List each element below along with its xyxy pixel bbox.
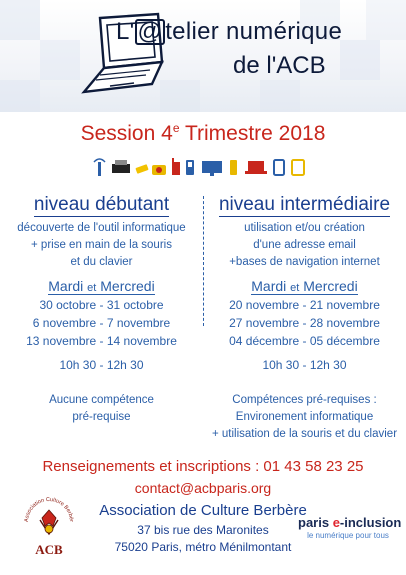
intermediate-hours: 10h 30 - 12h 30: [262, 358, 347, 372]
intermediate-days: Mardi et Mercredi: [251, 278, 358, 294]
beginner-days: Mardi et Mercredi: [48, 278, 155, 294]
paris-e-inclusion-logo: [298, 515, 402, 540]
beginner-column: [0, 194, 203, 434]
router-icon: [172, 158, 180, 175]
contact-phone-line: Renseignements et inscriptions : 01 43 58 23 25: [42, 458, 364, 475]
camera-icon: [152, 165, 166, 175]
tablet-icon: [274, 160, 284, 175]
mp3-player-icon: [186, 160, 194, 175]
intermediate-dates: 20 novembre - 21 novembre 27 novembre - 28 novembre 04 décembre - 05 décembre: [229, 298, 380, 348]
pei-logo-tagline: le numérique pour tous: [307, 531, 389, 540]
beginner-requirements: Aucune compétence pré-requise: [49, 394, 154, 423]
title-line-1: L' @ telier numérique: [116, 18, 343, 45]
association-name: Association de Culture Berbère: [99, 502, 307, 519]
intermediate-title: niveau intermédiaire: [218, 194, 391, 215]
device-icons-row: [92, 156, 312, 178]
intermediate-description: utilisation et/ou création d'une adresse email +bases de navigation internet: [229, 222, 380, 268]
wifi-icon: [94, 159, 105, 176]
session-title: Session 4e Trimestre 2018: [80, 121, 326, 145]
beginner-dates: 30 octobre - 31 octobre 6 novembre - 7 novembre 13 novembre - 14 novembre: [26, 298, 177, 348]
acb-logo-icon: [20, 496, 78, 558]
contact-email-link[interactable]: contact@acbparis.org: [134, 480, 272, 496]
tablet-large-icon: [292, 160, 304, 175]
usb-key-icon: [135, 164, 148, 174]
title-line-2: de l'ACB: [233, 52, 326, 79]
laptop-icon: [245, 161, 267, 174]
beginner-title: niveau débutant: [33, 194, 170, 215]
acb-logo-ring-text: Association Culture Berbèr: [23, 496, 75, 523]
monitor-icon: [202, 161, 222, 176]
at-sign-mark: @: [135, 19, 166, 45]
intermediate-column: [203, 194, 406, 444]
intermediate-requirements: Compétences pré-requises : Environement informatique + utilisation de la souris et du clavier: [211, 394, 398, 440]
printer-icon: [112, 160, 130, 173]
acb-logo-letters: ACB: [35, 542, 63, 557]
pei-logo-main: paris e-inclusion: [298, 515, 402, 530]
beginner-hours: 10h 30 - 12h 30: [59, 358, 144, 372]
header-banner: [0, 0, 406, 112]
association-address: 37 bis rue des Maronites 75020 Paris, métro Ménilmontant: [114, 523, 292, 554]
beginner-description: découverte de l'outil informatique + prise en main de la souris et du clavier: [17, 222, 186, 268]
phone-icon: [230, 160, 237, 175]
